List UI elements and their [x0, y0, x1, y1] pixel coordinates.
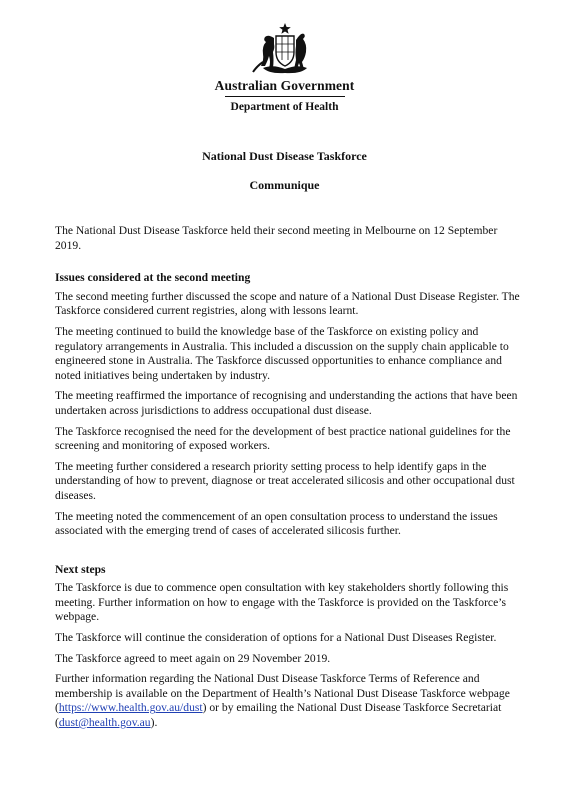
- next-steps-paragraph: The Taskforce agreed to meet again on 29 November 2019.: [55, 651, 331, 665]
- communique-title: Communique: [249, 178, 320, 192]
- issues-paragraph: The meeting further considered a research priority setting process to help identify gaps in the understanding of how to prevent, diagnose or treat accelerated silicosis and other occupational dust diseases.: [55, 459, 515, 502]
- taskforce-title: National Dust Disease Taskforce: [202, 149, 367, 163]
- government-name: Australian Government: [214, 78, 355, 93]
- government-header: [0, 22, 569, 114]
- australian-coat-of-arms-icon: [249, 22, 321, 76]
- issues-paragraph: The meeting reaffirmed the importance of recognising and understanding the actions that have been undertaken across jurisdictions to address occupational dust disease.: [55, 389, 518, 417]
- issues-paragraph: The meeting noted the commencement of an open consultation process to understand the issues associated with the emerging trend of cases of accelerated silicosis further.: [55, 509, 498, 538]
- issues-heading: Issues considered at the second meeting: [55, 271, 251, 285]
- issues-paragraph: The second meeting further discussed the scope and nature of a National Dust Disease Register. The Taskforce considered current registries, along with lessons learnt.: [55, 289, 520, 318]
- issues-paragraph: The Taskforce recognised the need for the development of best practice national guidelines for the screening and monitoring of exposed workers.: [55, 424, 511, 453]
- secretariat-email-link[interactable]: dust@health.gov.au: [58, 716, 151, 730]
- taskforce-webpage-link[interactable]: https://www.health.gov.au/dust: [58, 701, 203, 715]
- further-info-text: Further information regarding the National Dust Disease Taskforce Terms of Reference and membership is available on the Department of Health’s National Dust Disease Taskforce webpage (: [55, 672, 510, 715]
- further-info-text-end: ).: [150, 716, 158, 730]
- document-body: [55, 224, 520, 737]
- section-gap: [55, 545, 520, 563]
- further-information-paragraph: [55, 672, 520, 730]
- next-steps-paragraph: The Taskforce is due to commence open consultation with key stakeholders shortly following this meeting. Further information on how to engage with the Taskforce is provided on the Taskforce’s webpage.: [55, 581, 509, 624]
- issues-paragraph: The meeting continued to build the knowledge base of the Taskforce on existing policy and regulatory arrangements in Australia. This included a discussion on the supply chain applicable to engineered stone in Australia. The Taskforce discussed opportunities to enhance compliance and noted initiatives being undertaken by industry.: [55, 324, 509, 382]
- next-steps-heading: Next steps: [55, 562, 106, 576]
- next-steps-paragraph: The Taskforce will continue the consideration of options for a National Dust Diseases Register.: [55, 631, 497, 645]
- header-divider: [225, 96, 345, 97]
- department-name: Department of Health: [230, 101, 339, 113]
- further-info-text-middle: ) or by emailing the National Dust Disease Taskforce Secretariat (: [55, 701, 502, 730]
- intro-paragraph: The National Dust Disease Taskforce held their second meeting in Melbourne on 12 September 2019.: [55, 224, 498, 252]
- document-title: [0, 148, 569, 193]
